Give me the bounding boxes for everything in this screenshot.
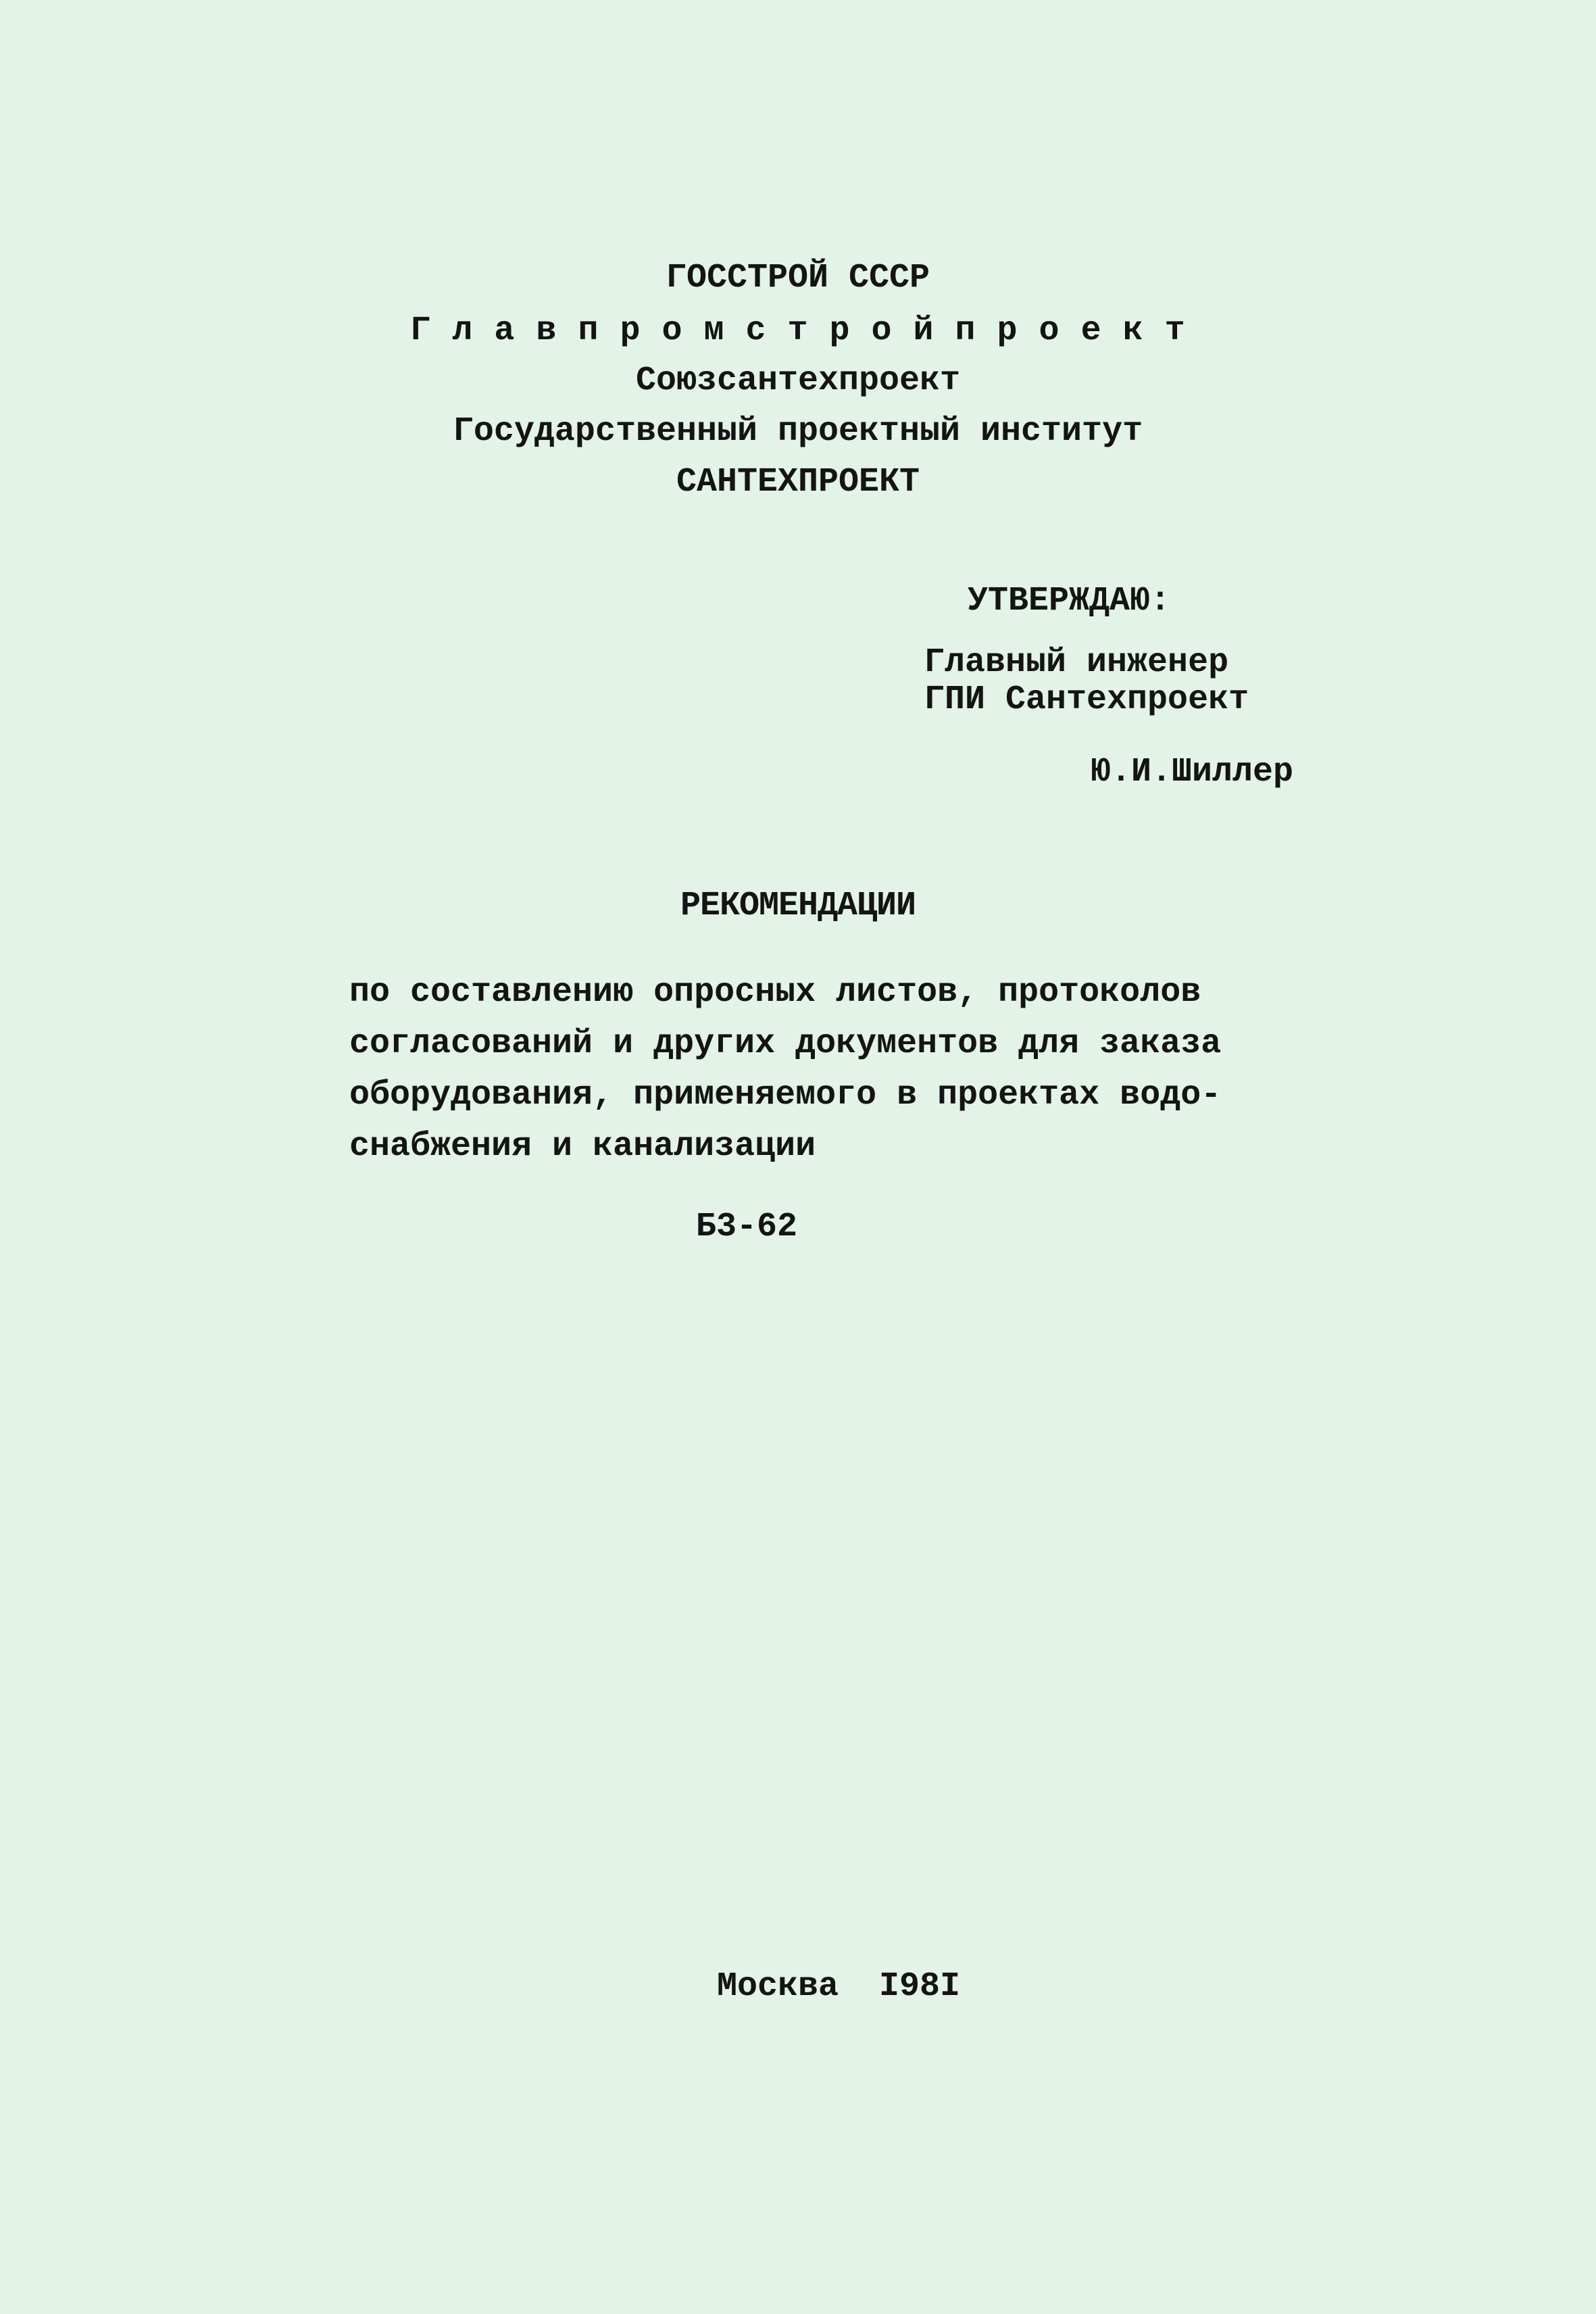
subject-line: согласований и других документов для заказа [349,1025,1222,1063]
publication-year: I98I [879,1967,961,2006]
publication-place-year [0,1910,1596,2006]
publication-city: Москва [716,1967,839,2006]
approver-position-line2: ГПИ Сантехпроект [924,681,1249,719]
document-code: Б3-62 [696,1208,798,1246]
approver-name: Ю.И.Шиллер [1091,753,1294,791]
institute-short-name: САНТЕХПРОЕКТ [676,463,920,501]
association-name: Союзсантехпроект [635,362,961,400]
institute-name: Государственный проектный институт [453,412,1143,451]
subject-line: снабжения и канализации [349,1127,816,1166]
organization-name: ГОССТРОЙ СССР [666,259,930,297]
document-title: РЕКОМЕНДАЦИИ [680,887,916,925]
document-subject [349,967,1295,1173]
approval-heading: УТВЕРЖДАЮ: [968,582,1171,620]
subject-line: оборудования, применяемого в проектах водо- [349,1076,1222,1114]
main-department-name: Г л а в п р о м с т р о й п р о е к т [410,312,1186,350]
approver-position-line1: Главный инженер [924,643,1229,682]
subject-line: по составлению опросных листов, протоколов [349,973,1201,1012]
